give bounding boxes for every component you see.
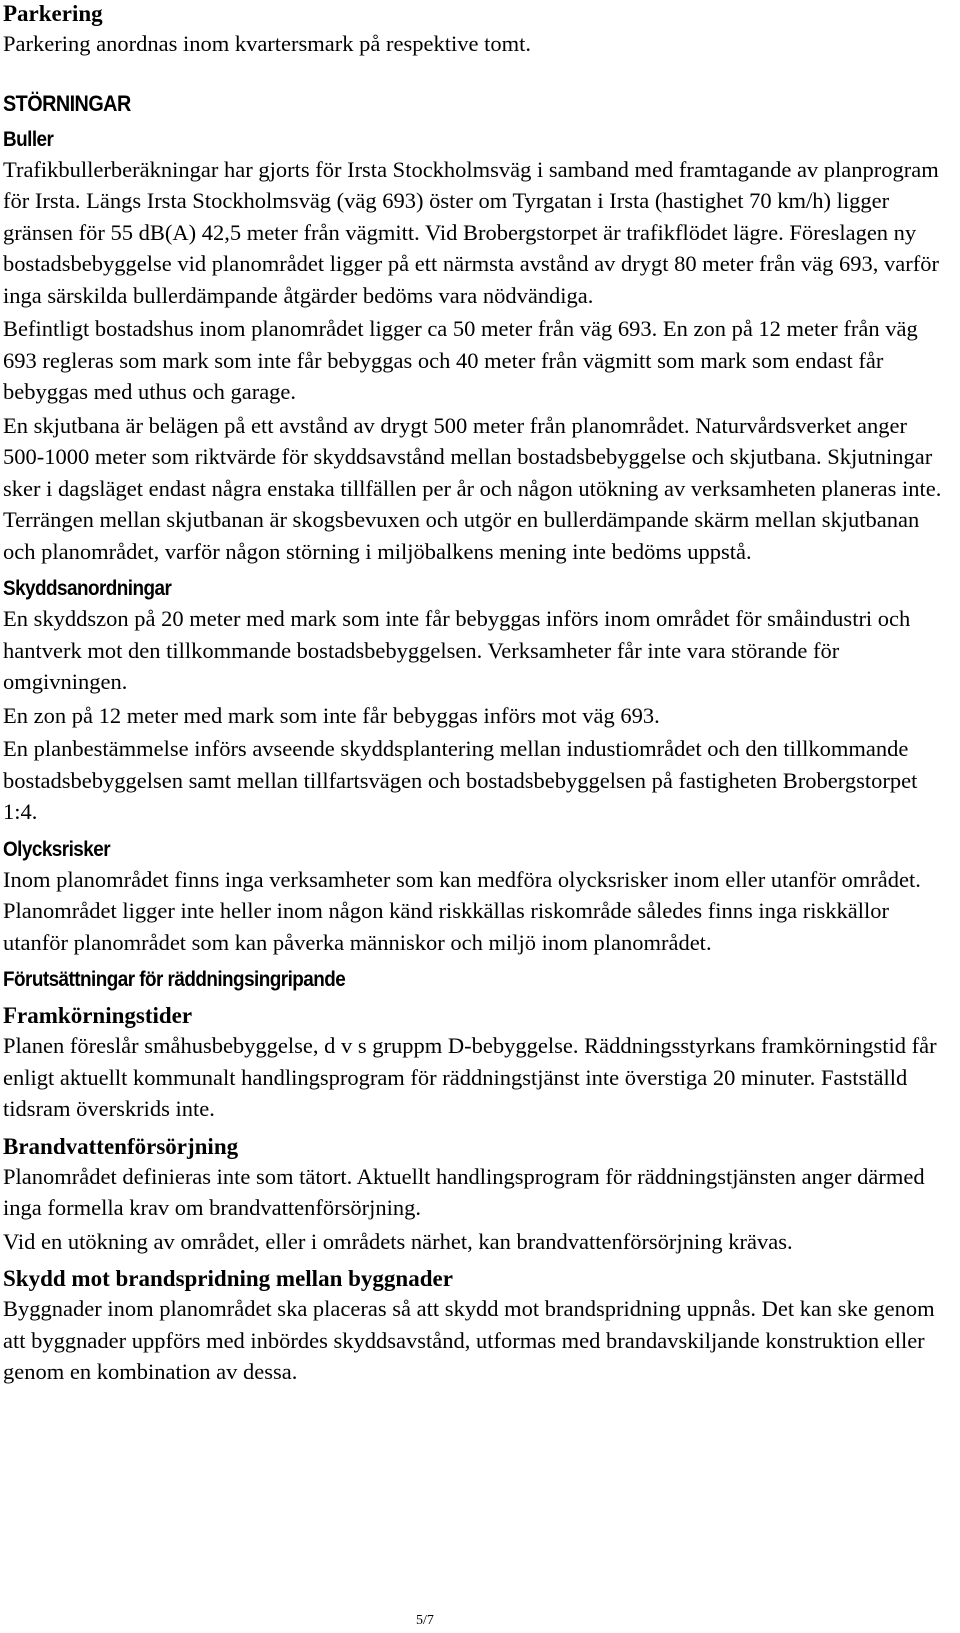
document-page [3, 0, 953, 1388]
heading-parkering: Parkering [3, 1, 103, 26]
paragraph-olycksrisker: Inom planområdet finns inga verksamheter som kan medföra olycksrisker inom eller utanför området. Planområdet ligger inte heller inom någon känd riskkällas riskområde således finns inga riskkällor utanför planområdet som kan påverka människor och miljö inom planområdet. [3, 866, 921, 955]
heading-skyddsanordningar: Skyddsanordningar [3, 577, 172, 600]
paragraph-buller-1: Trafikbullerberäkningar har gjorts för Irsta Stockholmsväg i samband med framtagande av planprogram för Irsta. Längs Irsta Stockholmsväg (väg 693) öster om Tyrgatan i Irsta (hastighet 70 km/h) ligger gränsen för 55 dB(A) 42,5 meter från vägmitt. Vid Brobergstorpet är trafikflödet lägre. Föreslagen ny bostadsbebyggelse vid planområdet ligger på ett närmsta avstånd av drygt 80 meter från väg 693, varför inga särskilda bullerdämpande åtgärder bedöms vara nödvändiga. [3, 156, 939, 308]
heading-raddningsingripande: Förutsättningar för räddningsingripande [3, 968, 346, 991]
paragraph-skyddsanordningar-1: En skyddszon på 20 meter med mark som inte får bebyggas införs inom området för småindustri och hantverk mot den tillkommande bostadsbebyggelsen. Verksamheter får inte vara störande för omgivningen. [3, 606, 911, 694]
page-number: 5/7 [416, 1613, 434, 1628]
paragraph-skyddsanordningar-2: En zon på 12 meter med mark som inte får bebyggas införs mot väg 693. [3, 702, 660, 728]
heading-storningar: STÖRNINGAR [3, 90, 131, 116]
heading-buller: Buller [3, 127, 54, 151]
paragraph-framkorningstider: Planen föreslår småhusbebyggelse, d v s gruppm D-bebyggelse. Räddningsstyrkans framkörningstid får enligt aktuellt kommunalt handlingsprogram för räddningstjänst inte överstiga 20 minuter. Fastställd tidsram överskrids inte. [3, 1033, 937, 1121]
paragraph-buller-2: Befintligt bostadshus inom planområdet ligger ca 50 meter från väg 693. En zon på 12 meter från väg 693 regleras som mark som inte får bebyggas och 40 meter från vägmitt som mark som endast får bebyggas med uthus och garage. [3, 316, 918, 404]
paragraph-buller-3: En skjutbana är belägen på ett avstånd av drygt 500 meter från planområdet. Naturvårdsverket anger 500-1000 meter som riktvärde för skyddsavstånd mellan bostadsbebyggelse och skjutbana. Skjutningar sker i dagsläget endast några enstaka tillfällen per år och någon utökning av verksamheten planeras inte. Terrängen mellan skjutbanan är skogsbevuxen och utgör en bullerdämpande skärm mellan skjutbanan och planområdet, varför någon störning i miljöbalkens mening inte bedöms uppstå. [3, 412, 942, 564]
heading-brandspridning: Skydd mot brandspridning mellan byggnader [3, 1266, 453, 1291]
paragraph-brandvatten-2: Vid en utökning av området, eller i områdets närhet, kan brandvattenförsörjning krävas. [3, 1228, 793, 1254]
paragraph-skyddsanordningar-3: En planbestämmelse införs avseende skyddsplantering mellan industiområdet och den tillkommande bostadsbebyggelsen samt mellan tillfartsvägen och bostadsbebyggelsen på fastigheten Brobergstorpet 1:4. [3, 736, 918, 824]
paragraph-brandspridning: Byggnader inom planområdet ska placeras så att skydd mot brandspridning uppnås. Det kan ske genom att byggnader uppförs med inbördes skyddsavstånd, utformas med brandavskiljande konstruktion eller genom en kombination av dessa. [3, 1296, 935, 1384]
paragraph-parkering: Parkering anordnas inom kvartersmark på respektive tomt. [3, 31, 531, 56]
paragraph-brandvatten-1: Planområdet definieras inte som tätort. Aktuellt handlingsprogram för räddningstjänsten anger därmed inga formella krav om brandvattenförsörjning. [3, 1163, 925, 1220]
heading-framkorningstider: Framkörningstider [3, 1003, 193, 1028]
heading-brandvattenforsorjning: Brandvattenförsörjning [3, 1133, 239, 1159]
heading-olycksrisker: Olycksrisker [3, 837, 111, 861]
